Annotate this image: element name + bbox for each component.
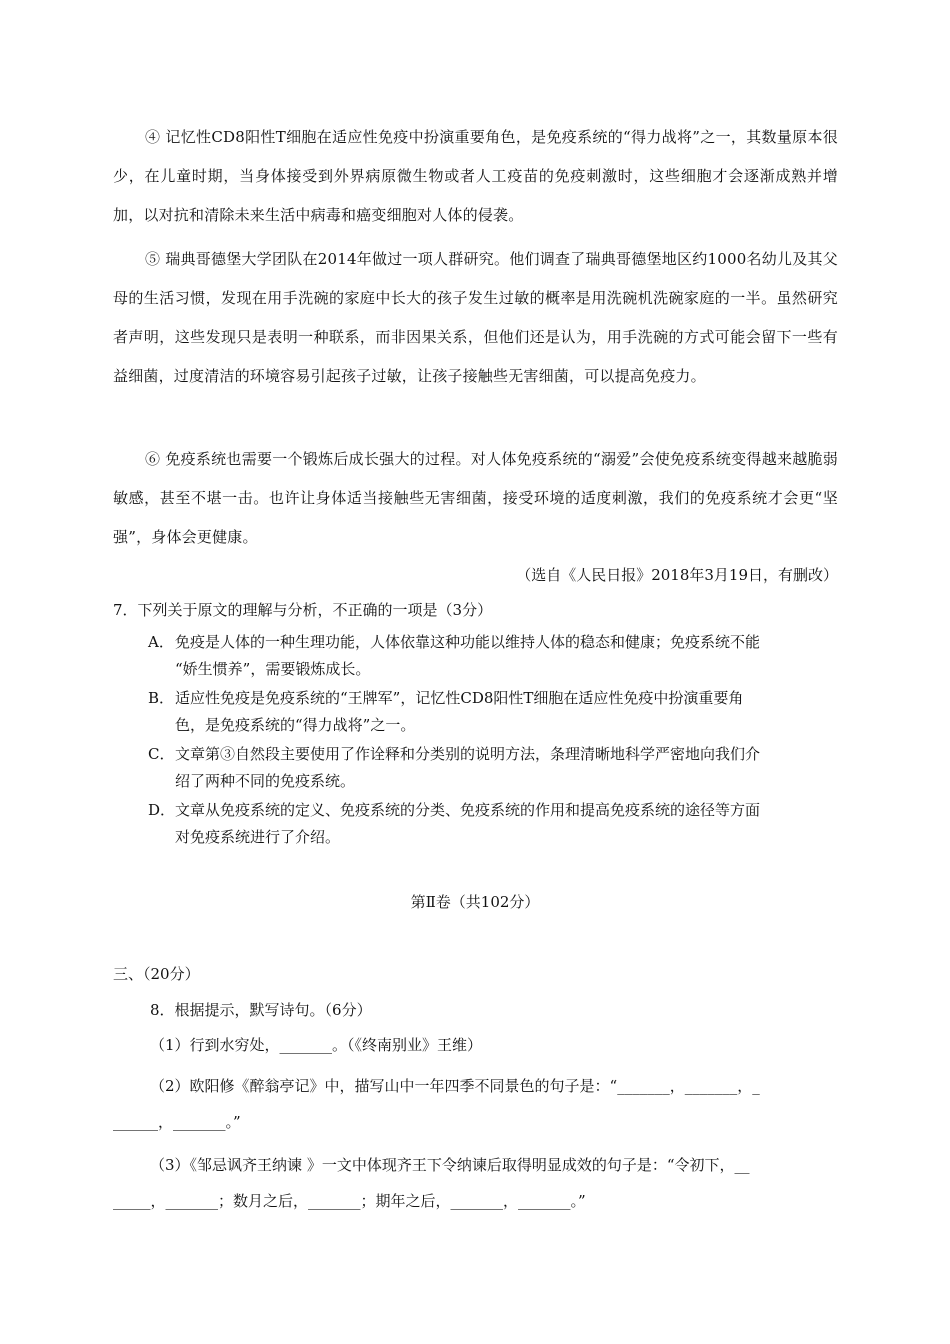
question-7-option-c	[148, 741, 833, 795]
question-7-option-a	[148, 629, 833, 683]
option-letter: C．	[148, 745, 175, 763]
option-text-line1: 文章第③自然段主要使用了作诠释和分类别的说明方法，条理清晰地科学严密地向我们介	[175, 745, 761, 763]
question-7-option-b	[148, 685, 833, 739]
paragraph-4: ④ 记忆性CD8阳性T细胞在适应性免疫中扮演重要角色，是免疫系统的“得力战将”之一，其数量原本很少，在儿童时期，当身体接受到外界病原微生物或者人工疫苗的免疫刺激时，这些细胞才会逐渐成熟并增加，以对抗和清除未来生活中病毒和癌变细胞对人体的侵袭。	[113, 128, 838, 224]
option-text-line1: 适应性免疫是免疫系统的“王牌军”，记忆性CD8阳性T细胞在适应性免疫中扮演重要角	[175, 689, 744, 707]
paragraph-6: ⑥ 免疫系统也需要一个锻炼后成长强大的过程。对人体免疫系统的“溺爱”会使免疫系统变得越来越脆弱敏感，甚至不堪一击。也许让身体适当接触些无害细菌，接受环境的适度刺激，我们的免疫系统才会更“坚强”，身体会更健康。	[113, 450, 838, 546]
option-letter: D．	[148, 801, 176, 819]
option-text-line2: “娇生惯养”，需要锻炼成长。	[175, 660, 371, 678]
paragraph-5: ⑤ 瑞典哥德堡大学团队在2014年做过一项人群研究。他们调查了瑞典哥德堡地区约1000名幼儿及其父母的生活习惯，发现在用手洗碗的家庭中长大的孩子发生过敏的概率是用洗碗机洗碗家庭的一半。虽然研究者声明，这些发现只是表明一种联系，而非因果关系，但他们还是认为，用手洗碗的方式可能会留下一些有益细菌，过度清洁的环境容易引起孩子过敏，让孩子接触些无害细菌，可以提高免疫力。	[113, 250, 838, 385]
question-8-item-2-line-2: ______，_______。”	[113, 1113, 241, 1131]
option-letter: B．	[148, 689, 175, 707]
question-8-item-1: （1）行到水穷处，_______。（《终南别业》王维）	[150, 1036, 483, 1054]
option-text-line2: 对免疫系统进行了介绍。	[175, 828, 341, 846]
option-text-line1: 文章从免疫系统的定义、免疫系统的分类、免疫系统的作用和提高免疫系统的途径等方面	[175, 801, 761, 819]
question-7-stem: 7．下列关于原文的理解与分析，不正确的一项是（3分）	[113, 601, 493, 619]
option-text-line2: 色，是免疫系统的“得力战将”之一。	[175, 716, 416, 734]
question-7-option-d	[148, 797, 833, 851]
part-3-title: 三、（20分）	[113, 965, 200, 983]
question-8-item-3-line-1: （3）《邹忌讽齐王纳谏 》一文中体现齐王下令纳谏后取得明显成效的句子是：“令初下，__	[150, 1156, 750, 1174]
option-letter: A．	[148, 633, 174, 651]
question-8-item-2-line-1: （2）欧阳修《醉翁亭记》中，描写山中一年四季不同景色的句子是：“_______，_______，_	[150, 1077, 760, 1095]
question-8-stem: 8．根据提示，默写诗句。（6分）	[150, 1001, 372, 1019]
option-text-line2: 绍了两种不同的免疫系统。	[175, 772, 356, 790]
option-text-line1: 免疫是人体的一种生理功能，人体依靠这种功能以维持人体的稳态和健康；免疫系统不能	[175, 633, 761, 651]
section-2-title: 第Ⅱ卷（共102分）	[410, 893, 540, 911]
question-8-item-3-line-2: _____，_______；数月之后，_______；期年之后，_______，_______。”	[113, 1192, 586, 1210]
source-citation: （选自《人民日报》2018年3月19日，有删改）	[516, 566, 838, 584]
